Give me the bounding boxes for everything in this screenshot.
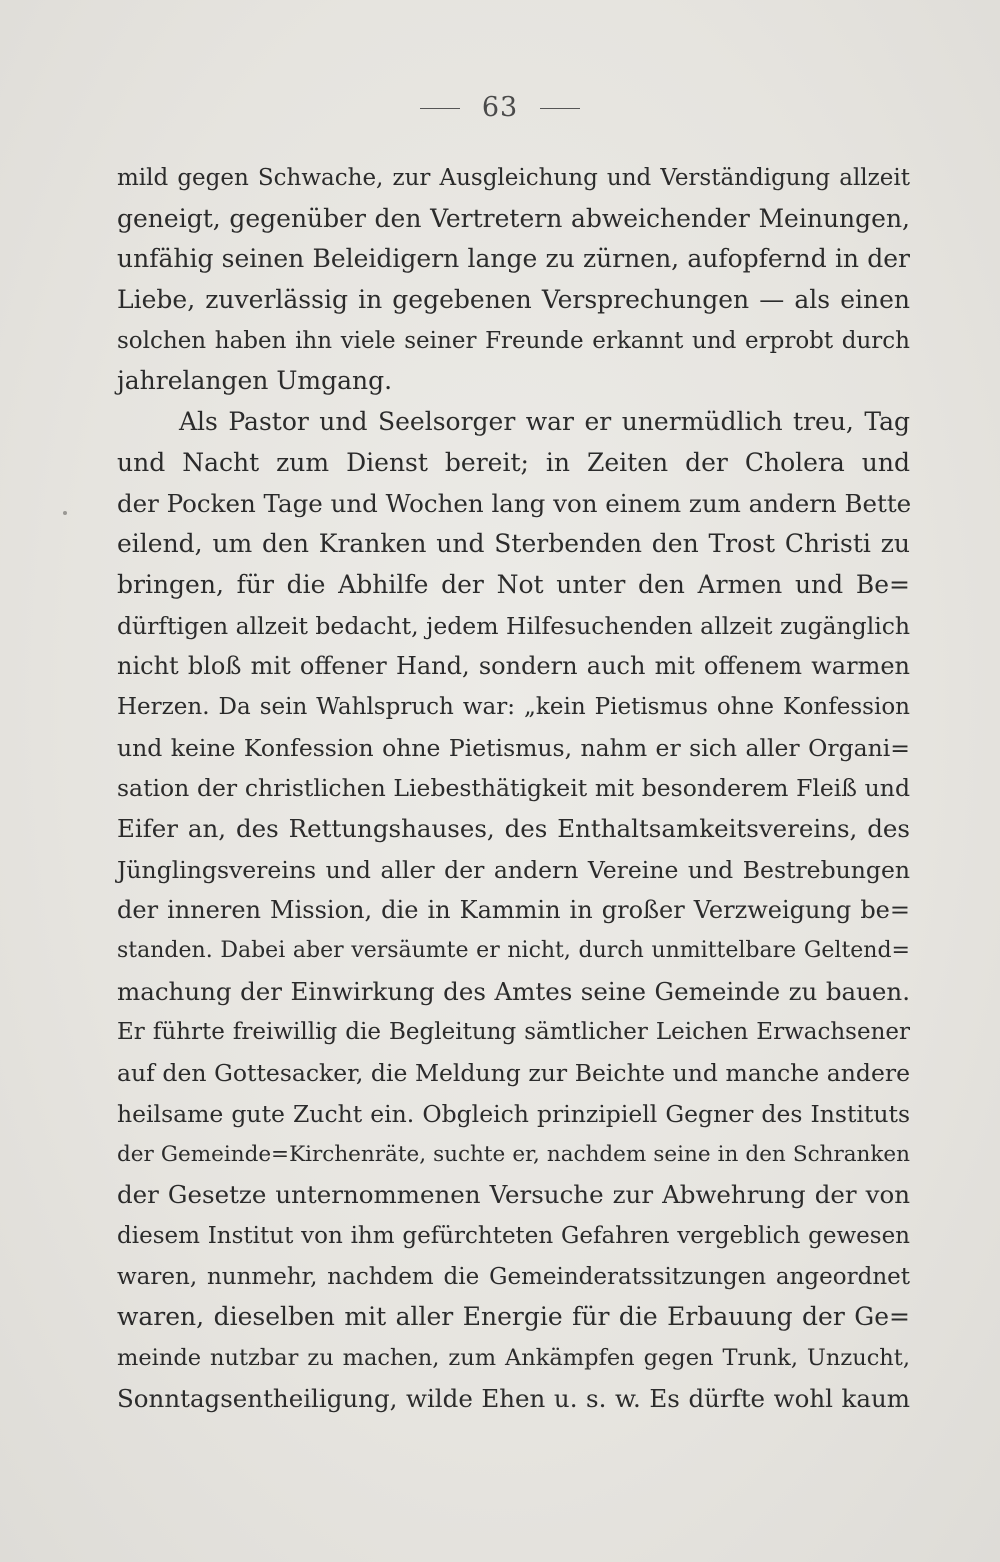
text-line: auf den Gottesacker, die Meldung zur Beichte und manche andere	[117, 1059, 910, 1088]
text-line: Herzen. Da sein Wahlspruch war: „kein Pietismus ohne Konfession	[117, 693, 910, 720]
text-line: sation der christlichen Liebesthätigkeit mit besonderem Fleiß und	[117, 774, 910, 803]
text-line: Liebe, zuverlässig in gegebenen Versprechungen — als einen	[117, 285, 910, 315]
text-line: diesem Institut von ihm gefürchteten Gefahren vergeblich gewesen	[117, 1222, 910, 1249]
text-line: Jünglingsvereins und aller der andern Vereine und Bestrebungen	[117, 855, 910, 884]
text-line: Als Pastor und Seelsorger war er unermüdlich treu, Tag	[179, 407, 910, 437]
text-line: solchen haben ihn viele seiner Freunde erkannt und erprobt durch	[117, 327, 910, 354]
text-line: waren, dieselben mit aller Energie für die Erbauung der Ge=	[117, 1302, 910, 1332]
text-line: Eifer an, des Rettungshauses, des Enthaltsamkeitsvereins, des	[117, 814, 910, 843]
text-line: Sonntagsentheiligung, wilde Ehen u. s. w. Es dürfte wohl kaum	[117, 1383, 910, 1413]
text-line: mild gegen Schwache, zur Ausgleichung und Verständigung allzeit	[117, 165, 910, 191]
text-line: standen. Dabei aber versäumte er nicht, durch unmittelbare Geltend=	[117, 938, 910, 964]
text-line: geneigt, gegenüber den Vertretern abweichender Meinungen,	[117, 203, 910, 233]
paper-speck	[63, 511, 67, 515]
text-line: der Gesetze unternommenen Versuche zur Abwehrung der von	[117, 1180, 910, 1210]
text-line: der Pocken Tage und Wochen lang von einem zum andern Bette	[117, 488, 912, 518]
text-line: meinde nutzbar zu machen, zum Ankämpfen gegen Trunk, Unzucht,	[117, 1344, 910, 1371]
text-line: Er führte freiwillig die Begleitung sämtlicher Leichen Erwachsener	[117, 1019, 910, 1046]
text-line: heilsame gute Zucht ein. Obgleich prinzipiell Gegner des Instituts	[117, 1099, 910, 1128]
body-text	[117, 158, 910, 1419]
text-line: nicht bloß mit offener Hand, sondern auch mit offenem warmen	[117, 652, 910, 681]
paragraph	[117, 158, 910, 402]
text-line: und keine Konfession ohne Pietismus, nahm er sich aller Organi=	[117, 733, 910, 762]
text-line: bringen, für die Abhilfe der Not unter den Armen und Be=	[117, 569, 910, 599]
text-line: dürftigen allzeit bedacht, jedem Hilfesuchenden allzeit zugänglich	[117, 611, 911, 640]
text-line: der Gemeinde=Kirchenräte, suchte er, nachdem seine in den Schranken	[117, 1141, 910, 1167]
text-line: und Nacht zum Dienst bereit; in Zeiten der Cholera und	[117, 447, 910, 477]
page-number: 63	[481, 92, 519, 123]
text-line: unfähig seinen Beleidigern lange zu zürnen, aufopfernd in der	[117, 244, 910, 274]
right-dash	[540, 108, 580, 109]
left-dash	[420, 108, 460, 109]
text-line: eilend, um den Kranken und Sterbenden den Trost Christi zu	[117, 529, 910, 559]
text-line: waren, nunmehr, nachdem die Gemeinderatssitzungen angeordnet	[117, 1263, 910, 1290]
paragraph	[117, 402, 910, 1419]
text-line: jahrelangen Umgang.	[117, 366, 393, 396]
text-line: der inneren Mission, die in Kammin in großer Verzweigung be=	[117, 896, 910, 925]
text-line: machung der Einwirkung des Amtes seine Gemeinde zu bauen.	[117, 976, 910, 1006]
page-number-header	[0, 92, 1000, 123]
